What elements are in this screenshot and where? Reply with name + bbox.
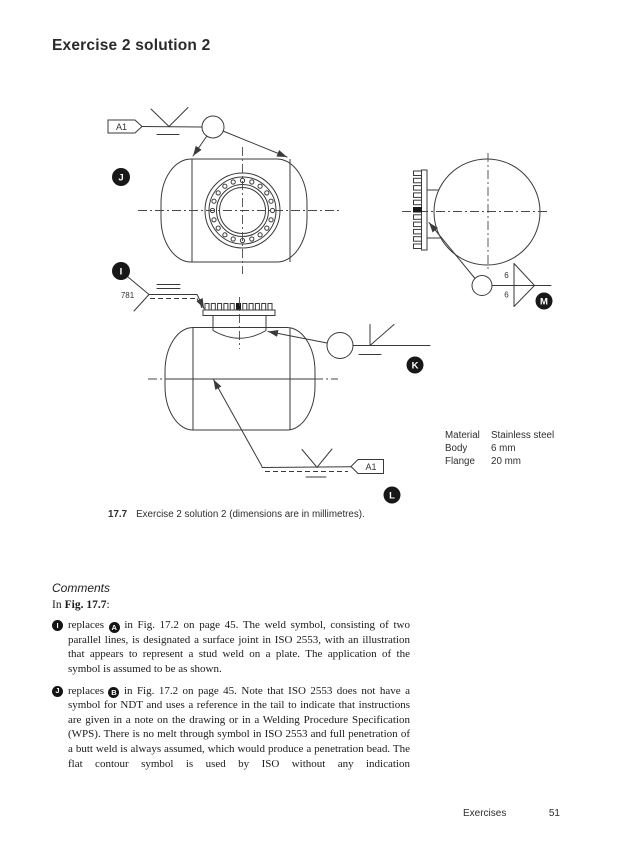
tag-j <box>112 168 130 186</box>
intro-post: : <box>106 599 110 611</box>
item-text: in Fig. 17.2 on page 45. Note that ISO 2553 does not have a symbol for NDT and uses a reference in the tail to indicate that instructions are given in a note on the drawing or in a Welding Procedure Specification (WPS). There is no melt through symbol in ISO 2553 and full penetration of a butt weld is always assumed, which would produce a penetration bead. The flat contour symbol is used by ISO without any indication <box>68 684 410 770</box>
vessel-end-view <box>138 147 340 274</box>
replaced-ref-circle-a: A <box>109 622 120 633</box>
flange-bolts-side <box>414 171 422 249</box>
material-row <box>445 455 554 468</box>
tag-i <box>112 262 130 280</box>
material-row <box>445 429 554 442</box>
single-bevel-symbol <box>370 325 394 346</box>
shell-circle <box>434 159 540 265</box>
figure-caption-text: Exercise 2 solution 2 (dimensions are in millimetres). <box>136 509 365 520</box>
tail-reference: 781 <box>120 291 135 300</box>
comment-item-i <box>52 618 410 677</box>
item-lead: replaces <box>68 619 105 631</box>
figure-caption <box>108 509 365 520</box>
material-value: 20 mm <box>491 456 521 468</box>
figure-number: 17.7 <box>108 509 128 520</box>
item-lead: replaces <box>68 684 105 697</box>
item-marker-circle-i: I <box>52 620 63 631</box>
item-text: in Fig. 17.2 on page 45. The weld symbol, consisting of two parallel lines, is designated a surface joint in ISO 2553, with an illustration that appears to represent a stud weld on a plate. The application of the symbol is assumed to be as shown. <box>68 619 410 675</box>
leader-arrow-flange <box>429 223 475 279</box>
tag-j-label: J <box>118 172 124 184</box>
tag-i-label: I <box>119 266 123 278</box>
materials-table <box>445 429 554 469</box>
intro-pre: In <box>52 599 62 611</box>
material-label: Flange <box>445 456 475 468</box>
tag-l-label: L <box>389 490 395 502</box>
tag-k <box>407 357 424 374</box>
flange-bar <box>422 170 428 250</box>
material-label: Body <box>445 443 468 455</box>
tag-m <box>536 293 553 310</box>
item-marker-circle-j: J <box>52 686 63 697</box>
flange-plate <box>203 310 275 316</box>
comment-item-j <box>52 684 410 772</box>
weld-flag-bottom-label: A1 <box>365 461 377 472</box>
leader-arrow-right-seam <box>223 131 287 157</box>
leader-arrow-left-seam <box>193 136 207 156</box>
vessel-front-view <box>148 297 338 430</box>
page-footer <box>463 808 560 819</box>
material-row <box>445 442 554 455</box>
fillet-size-upper: 6 <box>504 271 509 280</box>
weld-flag-top-label: A1 <box>115 121 128 132</box>
weld-all-round-circle <box>202 116 224 138</box>
comments-section <box>52 581 410 771</box>
weld-all-round-circle <box>472 276 492 296</box>
vessel-side-view <box>402 153 548 272</box>
weld-callout-k <box>268 325 430 359</box>
tag-m-label: M <box>540 296 548 308</box>
replaced-ref-circle-b: B <box>108 687 119 698</box>
intro-fig-ref: Fig. 17.7 <box>64 599 107 611</box>
leader-arrow-nozzle <box>268 332 327 344</box>
page-title: Exercise 2 solution 2 <box>52 37 211 54</box>
weld-callout-top-a1 <box>108 108 287 158</box>
comments-heading: Comments <box>52 581 111 595</box>
tag-l <box>384 487 401 504</box>
fillet-size-lower: 6 <box>504 290 509 300</box>
material-label: Material <box>445 430 480 441</box>
weld-callout-stud-781 <box>121 277 204 311</box>
single-v-weld-symbol <box>151 108 188 127</box>
footer-section: Exercises <box>463 808 507 819</box>
weld-callout-bottom-a1 <box>214 380 384 478</box>
tag-k-label: K <box>411 360 419 372</box>
material-value: 6 mm <box>491 443 516 455</box>
comments-intro <box>52 599 410 611</box>
tail-lower-line <box>134 295 149 312</box>
weld-all-round-circle <box>327 333 353 359</box>
material-value: Stainless steel <box>491 430 555 441</box>
stud-flange <box>203 304 275 316</box>
footer-page-number: 51 <box>548 808 560 819</box>
reference-line <box>262 467 351 468</box>
leader-arrow-seam <box>214 380 263 467</box>
single-v-weld-symbol <box>302 449 332 467</box>
